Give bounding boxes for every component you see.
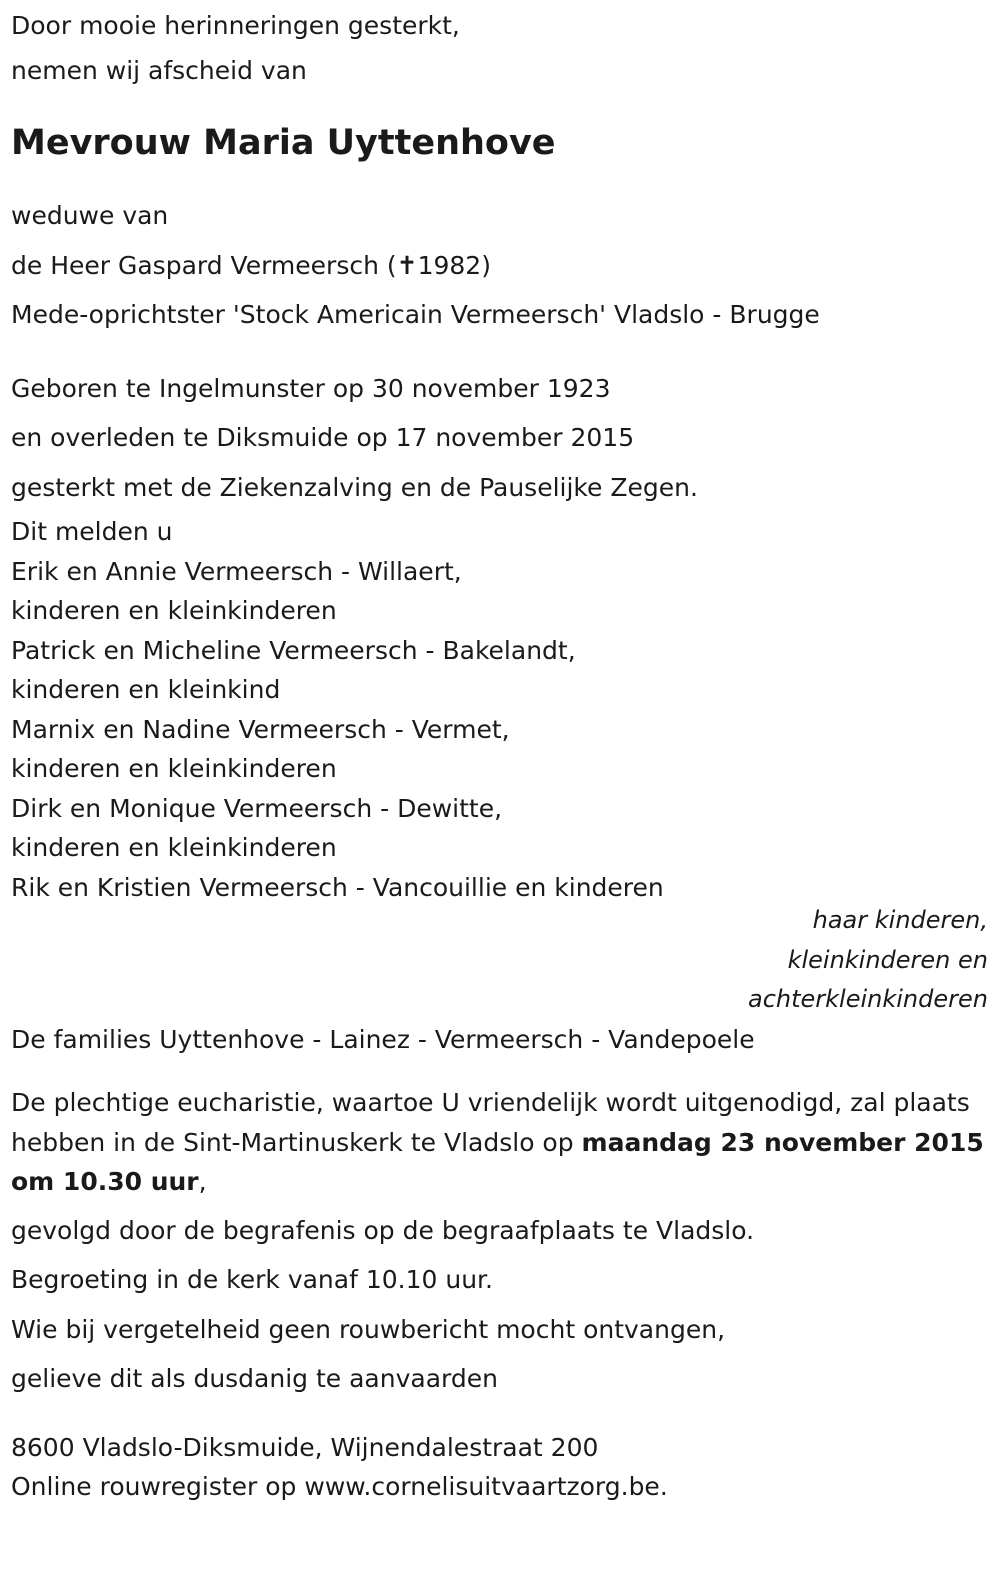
family-member-line: kinderen en kleinkind <box>11 675 281 704</box>
burial-line: gevolgd door de begrafenis op de begraafplaats te Vladslo. <box>11 1215 755 1245</box>
family-member-line: Dirk en Monique Vermeersch - Dewitte, <box>11 793 503 823</box>
ceremony-text: De plechtige eucharistie, waartoe U vriendelijk wordt uitgenodigd, zal plaats hebben in de Sint-Martinuskerk te Vladslo op <box>11 1088 970 1157</box>
signoff-line: haar kinderen, <box>812 906 988 934</box>
spouse-death-year: 1982) <box>417 250 491 280</box>
birth-line: Geboren te Ingelmunster op 30 november 1923 <box>11 373 611 403</box>
spouse-line-1: weduwe van <box>11 201 169 230</box>
sacrament-line: gesterkt met de Ziekenzalving en de Pauselijke Zegen. <box>11 472 698 502</box>
families-line: De families Uyttenhove - Lainez - Vermeersch - Vandepoele <box>11 1024 755 1054</box>
cross-icon: ✝ <box>396 250 418 280</box>
deceased-name: Mevrouw Maria Uyttenhove <box>11 123 556 163</box>
notice-line-1: Wie bij vergetelheid geen rouwbericht mocht ontvangen, <box>11 1314 726 1344</box>
family-member-line: Marnix en Nadine Vermeersch - Vermet, <box>11 714 510 744</box>
family-member-line: kinderen en kleinkinderen <box>11 596 337 625</box>
ceremony-datetime: maandag 23 november 2015 om 10.30 uur <box>11 1127 984 1196</box>
family-members-list <box>11 552 986 908</box>
spouse-name: de Heer Gaspard Vermeersch ( <box>11 250 397 280</box>
notice-line-2: gelieve dit als dusdanig te aanvaarden <box>11 1364 498 1393</box>
signoff-line: achterkleinkinderen <box>748 985 988 1013</box>
online-register-line: Online rouwregister op www.cornelisuitvaartzorg.be. <box>11 1472 668 1501</box>
family-member-line: kinderen en kleinkinderen <box>11 833 337 862</box>
ceremony-paragraph <box>11 1083 986 1202</box>
ceremony-comma: , <box>198 1167 207 1196</box>
family-member-line: kinderen en kleinkinderen <box>11 754 337 783</box>
obituary-document <box>11 0 986 1507</box>
family-member-line: Patrick en Micheline Vermeersch - Bakelandt, <box>11 635 576 665</box>
family-member-line: Erik en Annie Vermeersch - Willaert, <box>11 556 462 586</box>
signoff-block <box>11 901 986 1020</box>
family-intro: Dit melden u <box>11 517 173 546</box>
address-line: 8600 Vladslo-Diksmuide, Wijnendalestraat 200 <box>11 1432 599 1462</box>
intro-line-2: nemen wij afscheid van <box>11 55 307 85</box>
greeting-line: Begroeting in de kerk vanaf 10.10 uur. <box>11 1265 493 1294</box>
spouse-line-2 <box>11 241 986 291</box>
family-member-line: Rik en Kristien Vermeersch - Vancouillie en kinderen <box>11 872 664 902</box>
signoff-line: kleinkinderen en <box>787 945 988 974</box>
death-line: en overleden te Diksmuide op 17 november 2015 <box>11 423 635 452</box>
intro-line-1: Door mooie herinneringen gesterkt, <box>11 11 460 40</box>
spouse-line-3: Mede-oprichtster 'Stock Americain Vermeersch' Vladslo - Brugge <box>11 300 820 329</box>
